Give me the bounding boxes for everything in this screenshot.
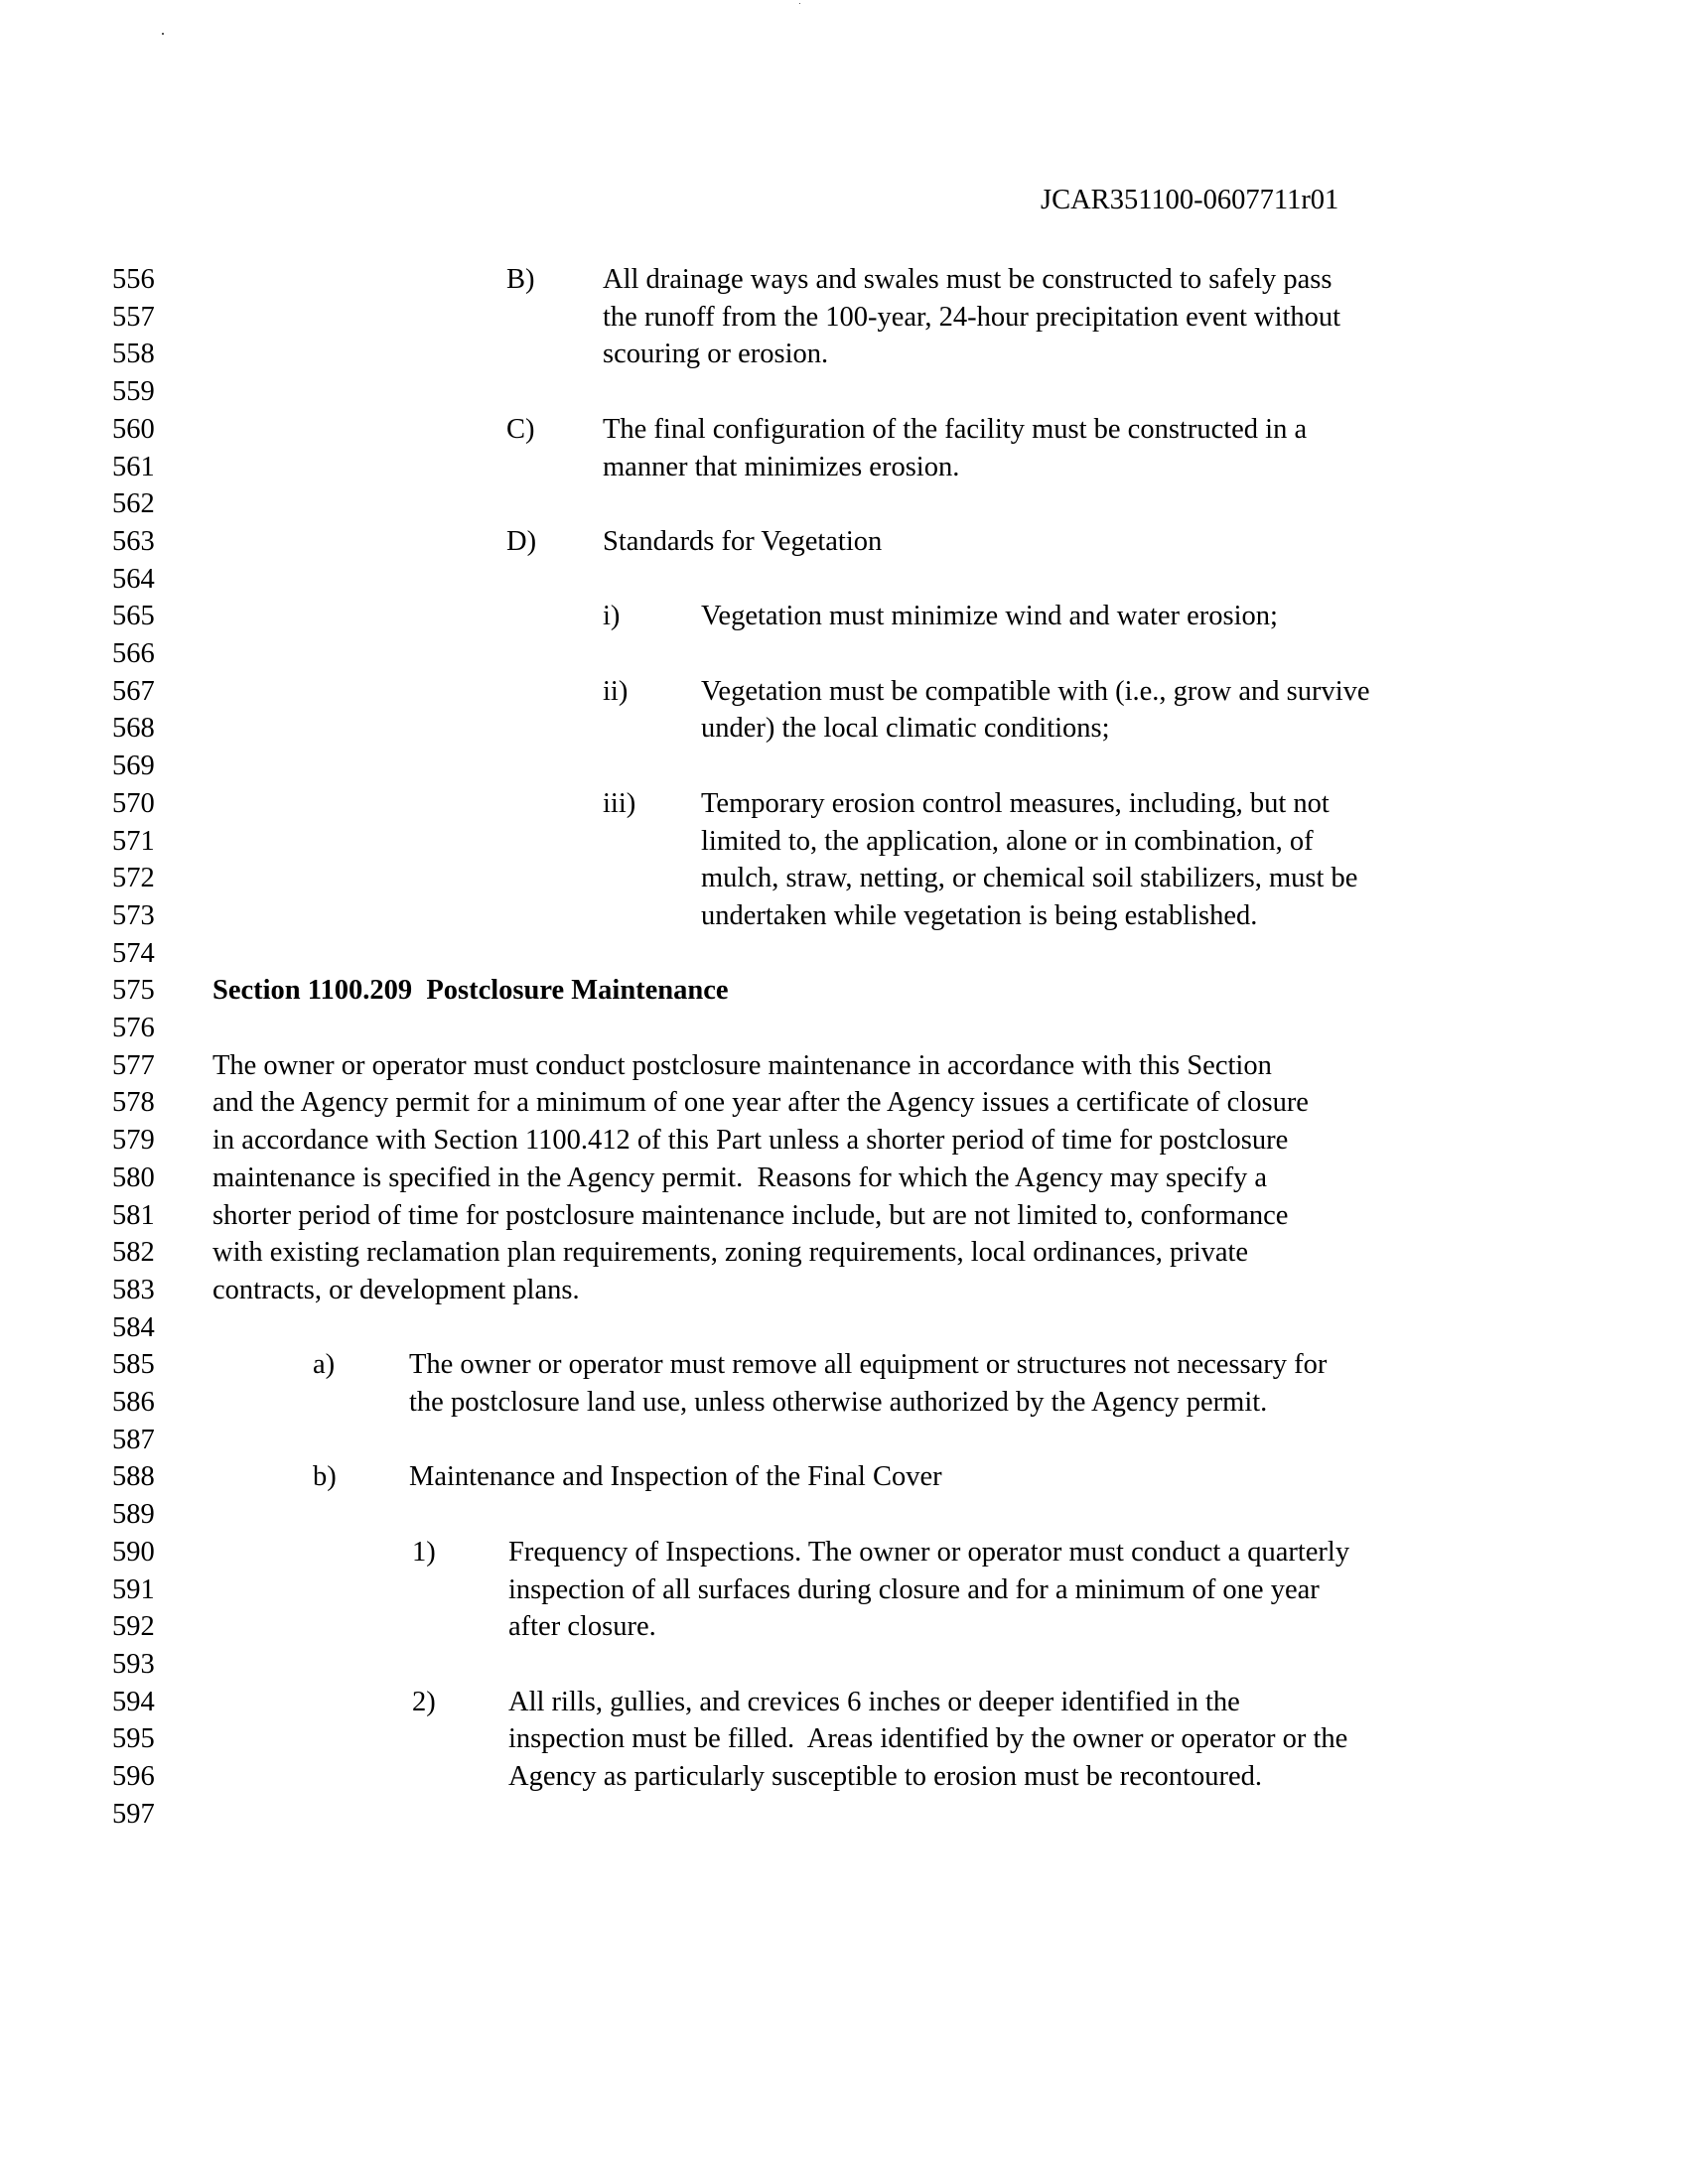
line-number: 572: [112, 863, 155, 894]
item-label-B: B): [506, 264, 535, 295]
line-number: 586: [112, 1387, 155, 1418]
line-number: 567: [112, 675, 155, 707]
line-number: 571: [112, 825, 155, 857]
line-number: 576: [112, 1013, 155, 1043]
subitem-2-line: Agency as particularly susceptible to erosion must be recontoured.: [508, 1761, 1262, 1792]
line-number: 566: [112, 638, 155, 669]
line-number: 579: [112, 1125, 155, 1157]
line-number: 588: [112, 1461, 155, 1493]
subitem-iii-line: limited to, the application, alone or in combination, of: [701, 825, 1314, 857]
item-label-a: a): [313, 1349, 336, 1381]
line-number: 596: [112, 1761, 155, 1792]
line-number: 564: [112, 563, 155, 595]
item-B-line: scouring or erosion.: [603, 339, 829, 370]
line-number: 587: [112, 1424, 155, 1455]
line-number: 585: [112, 1349, 155, 1381]
subitem-label-ii: ii): [603, 675, 629, 707]
intro-line: and the Agency permit for a minimum of one year after the Agency issues a certificate of closure: [212, 1087, 1309, 1119]
intro-line: The owner or operator must conduct postclosure maintenance in accordance with this Section: [212, 1049, 1272, 1081]
subitem-label-i: i): [603, 601, 621, 632]
line-number: 562: [112, 488, 155, 520]
item-label-D: D): [506, 525, 537, 557]
subitem-ii-line: Vegetation must be compatible with (i.e., grow and survive: [701, 675, 1370, 707]
line-number: 560: [112, 413, 155, 445]
intro-line: shorter period of time for postclosure maintenance include, but are not limited to, conformance: [212, 1199, 1289, 1231]
line-number: 570: [112, 787, 155, 819]
document-id: JCAR351100-0607711r01: [1041, 185, 1339, 215]
line-number: 577: [112, 1049, 155, 1081]
line-number: 558: [112, 339, 155, 370]
line-number: 597: [112, 1798, 155, 1830]
line-number: 561: [112, 451, 155, 482]
line-number: 578: [112, 1087, 155, 1119]
line-number: 559: [112, 376, 155, 408]
item-B-line: All drainage ways and swales must be constructed to safely pass: [603, 264, 1333, 295]
line-number: 574: [112, 937, 155, 969]
subitem-i-line: Vegetation must minimize wind and water erosion;: [701, 601, 1278, 632]
intro-line: contracts, or development plans.: [212, 1274, 580, 1305]
subitem-1-line: inspection of all surfaces during closure and for a minimum of one year: [508, 1573, 1320, 1605]
subitem-iii-line: mulch, straw, netting, or chemical soil stabilizers, must be: [701, 863, 1358, 894]
item-C-line: The final configuration of the facility must be constructed in a: [603, 413, 1308, 445]
subitem-label-iii: iii): [603, 787, 636, 819]
line-number: 563: [112, 525, 155, 557]
line-number: 592: [112, 1611, 155, 1643]
subitem-1-line: after closure.: [508, 1611, 656, 1643]
subitem-iii-line: undertaken while vegetation is being established.: [701, 899, 1258, 931]
subitem-2-line: All rills, gullies, and crevices 6 inches or deeper identified in the: [508, 1686, 1240, 1717]
line-number: 584: [112, 1311, 155, 1343]
subitem-2-line: inspection must be filled. Areas identified by the owner or operator or the: [508, 1723, 1348, 1755]
line-number: 568: [112, 713, 155, 745]
item-C-line: manner that minimizes erosion.: [603, 451, 960, 482]
line-number: 591: [112, 1573, 155, 1605]
line-number: 583: [112, 1274, 155, 1305]
subitem-ii-line: under) the local climatic conditions;: [701, 713, 1110, 745]
line-number: 575: [112, 975, 155, 1007]
intro-line: in accordance with Section 1100.412 of this Part unless a shorter period of time for postclosure: [212, 1125, 1289, 1157]
line-number: 565: [112, 601, 155, 632]
line-number: 569: [112, 751, 155, 782]
item-a-line: The owner or operator must remove all equipment or structures not necessary for: [409, 1349, 1328, 1381]
item-B-line: the runoff from the 100-year, 24-hour precipitation event without: [603, 301, 1341, 333]
line-number: 580: [112, 1161, 155, 1193]
item-D-line: Standards for Vegetation: [603, 525, 883, 557]
line-number: 594: [112, 1686, 155, 1717]
item-label-C: C): [506, 413, 535, 445]
line-number: 582: [112, 1237, 155, 1269]
section-heading: Section 1100.209 Postclosure Maintenance: [212, 975, 729, 1007]
intro-line: maintenance is specified in the Agency permit. Reasons for which the Agency may specify a: [212, 1161, 1268, 1193]
subitem-label-2: 2): [412, 1686, 436, 1717]
scan-speck: [799, 3, 800, 4]
line-number: 595: [112, 1723, 155, 1755]
line-number: 573: [112, 899, 155, 931]
line-number: 556: [112, 264, 155, 295]
line-number: 581: [112, 1199, 155, 1231]
line-number: 593: [112, 1648, 155, 1680]
subitem-iii-line: Temporary erosion control measures, including, but not: [701, 787, 1330, 819]
line-number: 589: [112, 1499, 155, 1531]
subitem-label-1: 1): [412, 1536, 436, 1568]
line-number: 557: [112, 301, 155, 333]
line-number: 590: [112, 1536, 155, 1568]
item-label-b: b): [313, 1461, 337, 1493]
scan-speck: [162, 33, 164, 35]
subitem-1-line: Frequency of Inspections. The owner or operator must conduct a quarterly: [508, 1536, 1350, 1568]
item-b-line: Maintenance and Inspection of the Final Cover: [409, 1461, 942, 1493]
item-a-line: the postclosure land use, unless otherwise authorized by the Agency permit.: [409, 1387, 1268, 1418]
intro-line: with existing reclamation plan requirements, zoning requirements, local ordinances, private: [212, 1237, 1249, 1269]
